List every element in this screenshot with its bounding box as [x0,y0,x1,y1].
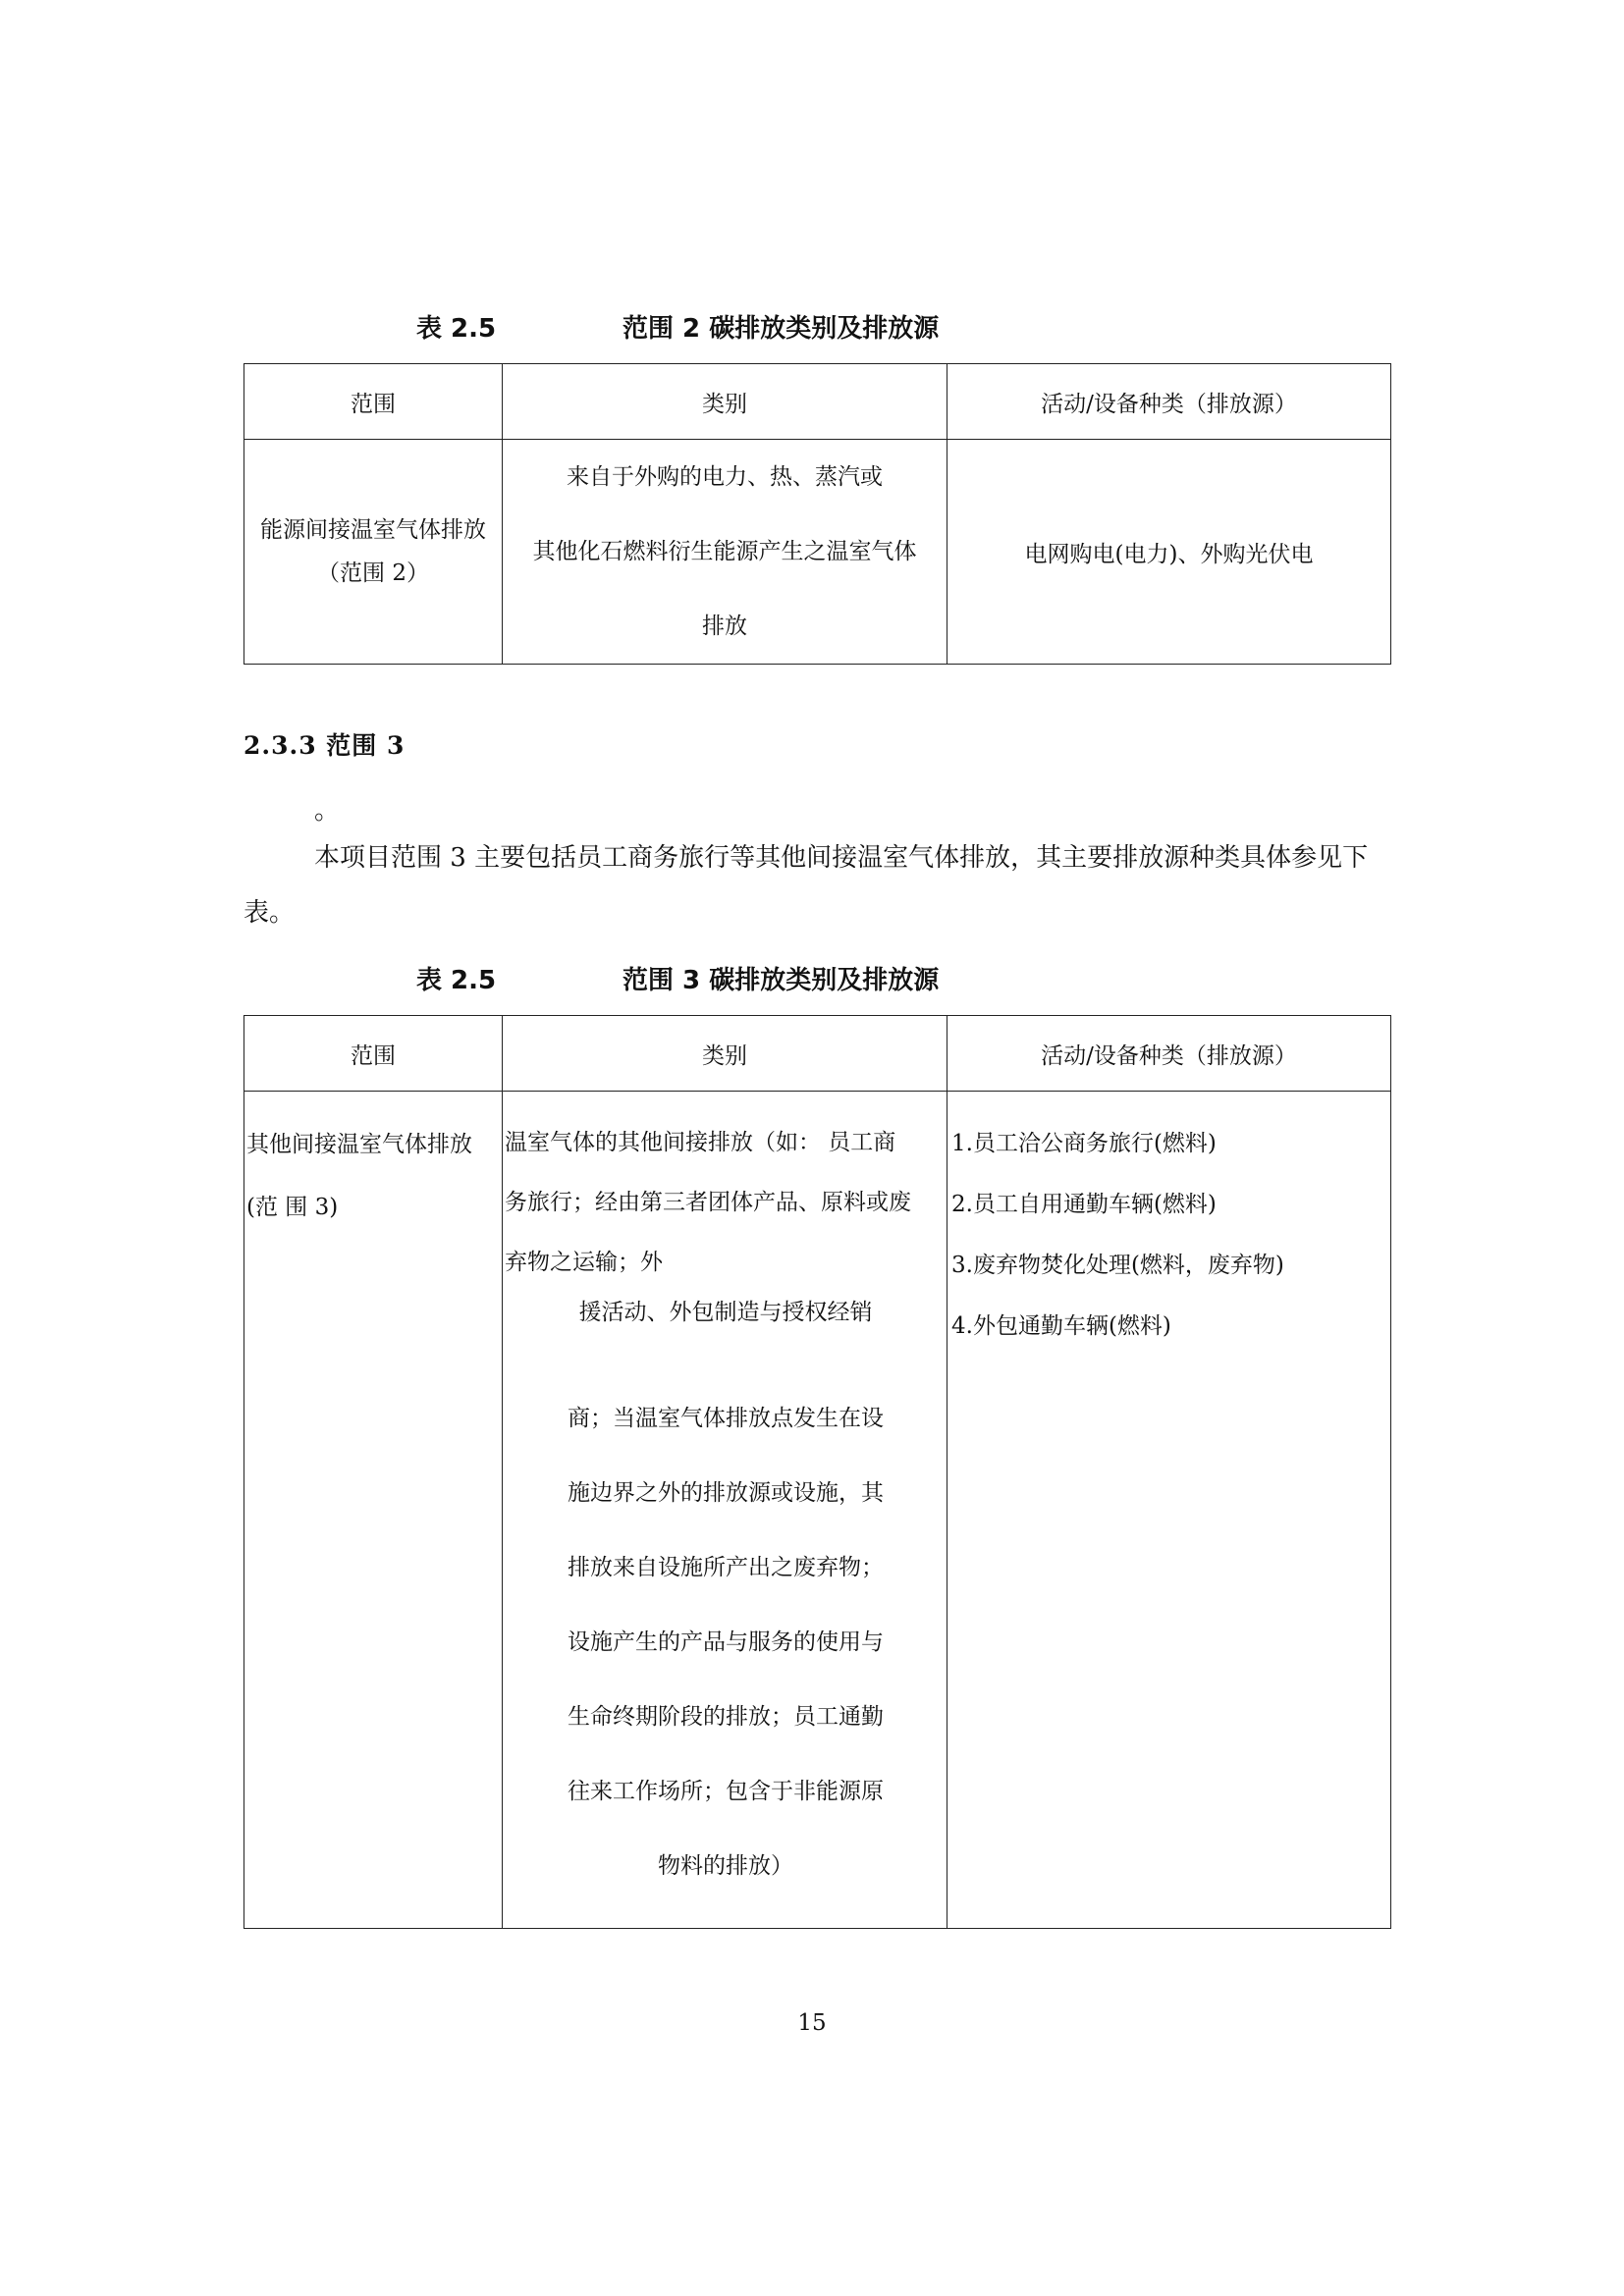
table2-category-line: 务旅行；经由第三者团体产品、原料或废 [505,1190,911,1215]
table2-header-category: 类别 [503,1016,947,1092]
table2-category-line: 温室气体的其他间接排放（如： 员工商 [505,1130,896,1155]
table2-category-line: 施边界之外的排放源或设施，其 [568,1480,884,1506]
table1-header-row [244,364,1391,440]
table2-header-scope: 范围 [244,1016,503,1092]
table2-header-sources: 活动/设备种类（排放源） [947,1016,1391,1092]
section-heading: 2.3.3 范围 3 [244,731,406,760]
table2-sources-cell [947,1092,1391,1929]
table2 [244,1015,1391,1929]
table1-category-line: 排放 [702,614,747,639]
table2-source-item: 2.员工自用通勤车辆(燃料) [951,1192,1217,1217]
table2-category-line: 设施产生的产品与服务的使用与 [568,1629,884,1655]
table2-category-line: 往来工作场所；包含于非能源原 [568,1779,884,1804]
table1-title: 范围 2 碳排放类别及排放源 [623,314,940,344]
table2-category-line: 商；当温室气体排放点发生在设 [568,1406,884,1431]
table2-category-line: 生命终期阶段的排放；员工通勤 [568,1704,884,1730]
table1-category-cell [503,440,947,665]
table2-source-item: 1.员工洽公商务旅行(燃料) [951,1131,1217,1156]
page-number: 15 [797,2010,827,2036]
table2-title: 范围 3 碳排放类别及排放源 [623,966,940,995]
table2-scope-line: (范 围 3) [246,1195,339,1220]
table1-caption [0,308,1624,347]
table1-category-line: 来自于外购的电力、热、蒸汽或 [567,464,883,490]
table2-caption [0,960,1624,999]
table-row [244,1092,1391,1929]
table1-number: 表 2.5 [416,314,497,344]
table2-scope-line: 其他间接温室气体排放 [246,1132,472,1157]
table1 [244,363,1391,665]
table2-category-line: 排放来自设施所产出之废弃物； [568,1555,884,1580]
table-row [244,440,1391,665]
table1-scope-line: （范围 2） [317,561,429,586]
table2-category-cell [503,1092,947,1929]
table2-category-line: 弃物之运输；外 [505,1250,663,1275]
table2-source-item: 4.外包通勤车辆(燃料) [951,1313,1171,1339]
table1-scope-line: 能源间接温室气体排放 [260,517,486,543]
table1-header-sources: 活动/设备种类（排放源） [947,364,1391,440]
table1-header-scope: 范围 [244,364,503,440]
table2-category-line: 物料的排放） [658,1853,793,1879]
paragraph-dot: 。 [314,796,341,826]
table1-category-line: 其他化石燃料衍生能源产生之温室气体 [532,539,917,564]
table2-scope-cell [244,1092,503,1929]
paragraph-body: 本项目范围 3 主要包括员工商务旅行等其他间接温室气体排放，其主要排放源种类具体参见下表。 [244,843,1369,928]
table1-scope-cell [244,440,503,665]
table2-number: 表 2.5 [416,966,497,995]
table1-header-category: 类别 [503,364,947,440]
table1-sources-cell: 电网购电(电力)、外购光伏电 [947,440,1391,665]
table2-category-line: 援活动、外包制造与授权经销 [578,1300,873,1325]
table2-header-row [244,1016,1391,1092]
table2-source-item: 3.废弃物焚化处理(燃料，废弃物) [951,1253,1284,1278]
